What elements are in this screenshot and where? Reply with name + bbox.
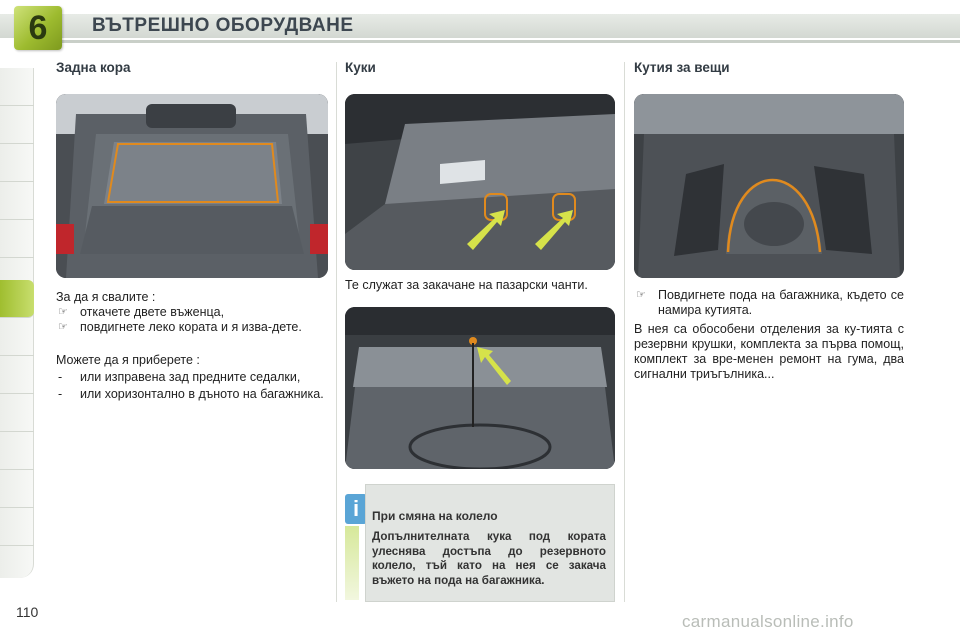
chapter-number: 6 (28, 8, 48, 47)
side-tab-6-active[interactable] (0, 280, 34, 318)
info-box-panel (365, 484, 615, 602)
header-bar (0, 0, 960, 50)
rear-shelf-dash-1: - или изправена зад предните седалки, (58, 370, 301, 384)
storage-box-title: Кутия за вещи (634, 60, 730, 75)
side-tab-1[interactable] (0, 68, 34, 106)
rear-shelf-title: Задна кора (56, 60, 131, 75)
hooks-description: Те служат за закачане на пазарски чанти. (345, 278, 588, 292)
info-box-wheel-change (345, 482, 615, 604)
rear-shelf-instructions (56, 290, 328, 402)
watermark: carmanualsonline.info (682, 612, 854, 631)
side-tab-11[interactable] (0, 470, 34, 508)
storage-box-description: В нея са обособени отделения за ку-тията с резервни крушки, комплекта за първа помощ, комплект за вре-менен ремонт на гума, два сигнални триъгълника... (634, 322, 904, 381)
info-strip (345, 526, 359, 600)
side-tab-8[interactable] (0, 356, 34, 394)
side-tab-7[interactable] (0, 318, 34, 356)
hooks-photo (345, 94, 615, 270)
rear-shelf-bullet-1: ☞ откачете двете въженца, (58, 305, 225, 319)
pointer-hand-icon: ☞ (58, 321, 68, 333)
info-box-text: Допълнителната кука под кората улеснява достъпа до резервното колело, тъй като на нея се закача въжето на пода на багажника. (372, 530, 606, 587)
info-icon: i (345, 494, 367, 524)
side-tab-5[interactable] (0, 220, 34, 258)
hooks-title: Куки (345, 60, 376, 75)
storage-box-section (634, 58, 904, 382)
rear-shelf-section (56, 58, 328, 402)
page-number: 110 (16, 604, 39, 620)
side-tab-10[interactable] (0, 432, 34, 470)
storage-box-photo (634, 94, 904, 278)
info-box-title: При смяна на колело (372, 509, 498, 523)
storage-box-instructions (634, 288, 904, 382)
hooks-section (345, 58, 615, 469)
side-tab-9[interactable] (0, 394, 34, 432)
side-tab-2[interactable] (0, 106, 34, 144)
storage-box-bullet-1: ☞ Повдигнете пода на багажника, където се намира кутията. (636, 288, 904, 317)
chapter-badge (14, 6, 62, 50)
chapter-title: ВЪТРЕШНО ОБОРУДВАНЕ (92, 15, 354, 36)
side-tab-4[interactable] (0, 182, 34, 220)
column-divider-1 (336, 62, 337, 602)
rear-shelf-photo (56, 94, 328, 278)
side-tab-3[interactable] (0, 144, 34, 182)
rear-shelf-bullet-2: ☞ повдигнете леко кората и я изва-дете. (58, 320, 302, 334)
rear-shelf-intro: За да я свалите : (56, 290, 156, 304)
header-underline (60, 40, 960, 43)
column-divider-2 (624, 62, 625, 602)
side-tab-12[interactable] (0, 508, 34, 546)
rear-shelf-dash-2: - или хоризонтално в дъното на багажника. (58, 387, 324, 401)
spare-wheel-photo (345, 307, 615, 469)
rear-shelf-stow-intro: Можете да я приберете : (56, 353, 200, 367)
chapter-side-tabs (0, 68, 34, 578)
pointer-hand-icon: ☞ (58, 306, 68, 318)
pointer-hand-icon: ☞ (636, 289, 646, 301)
